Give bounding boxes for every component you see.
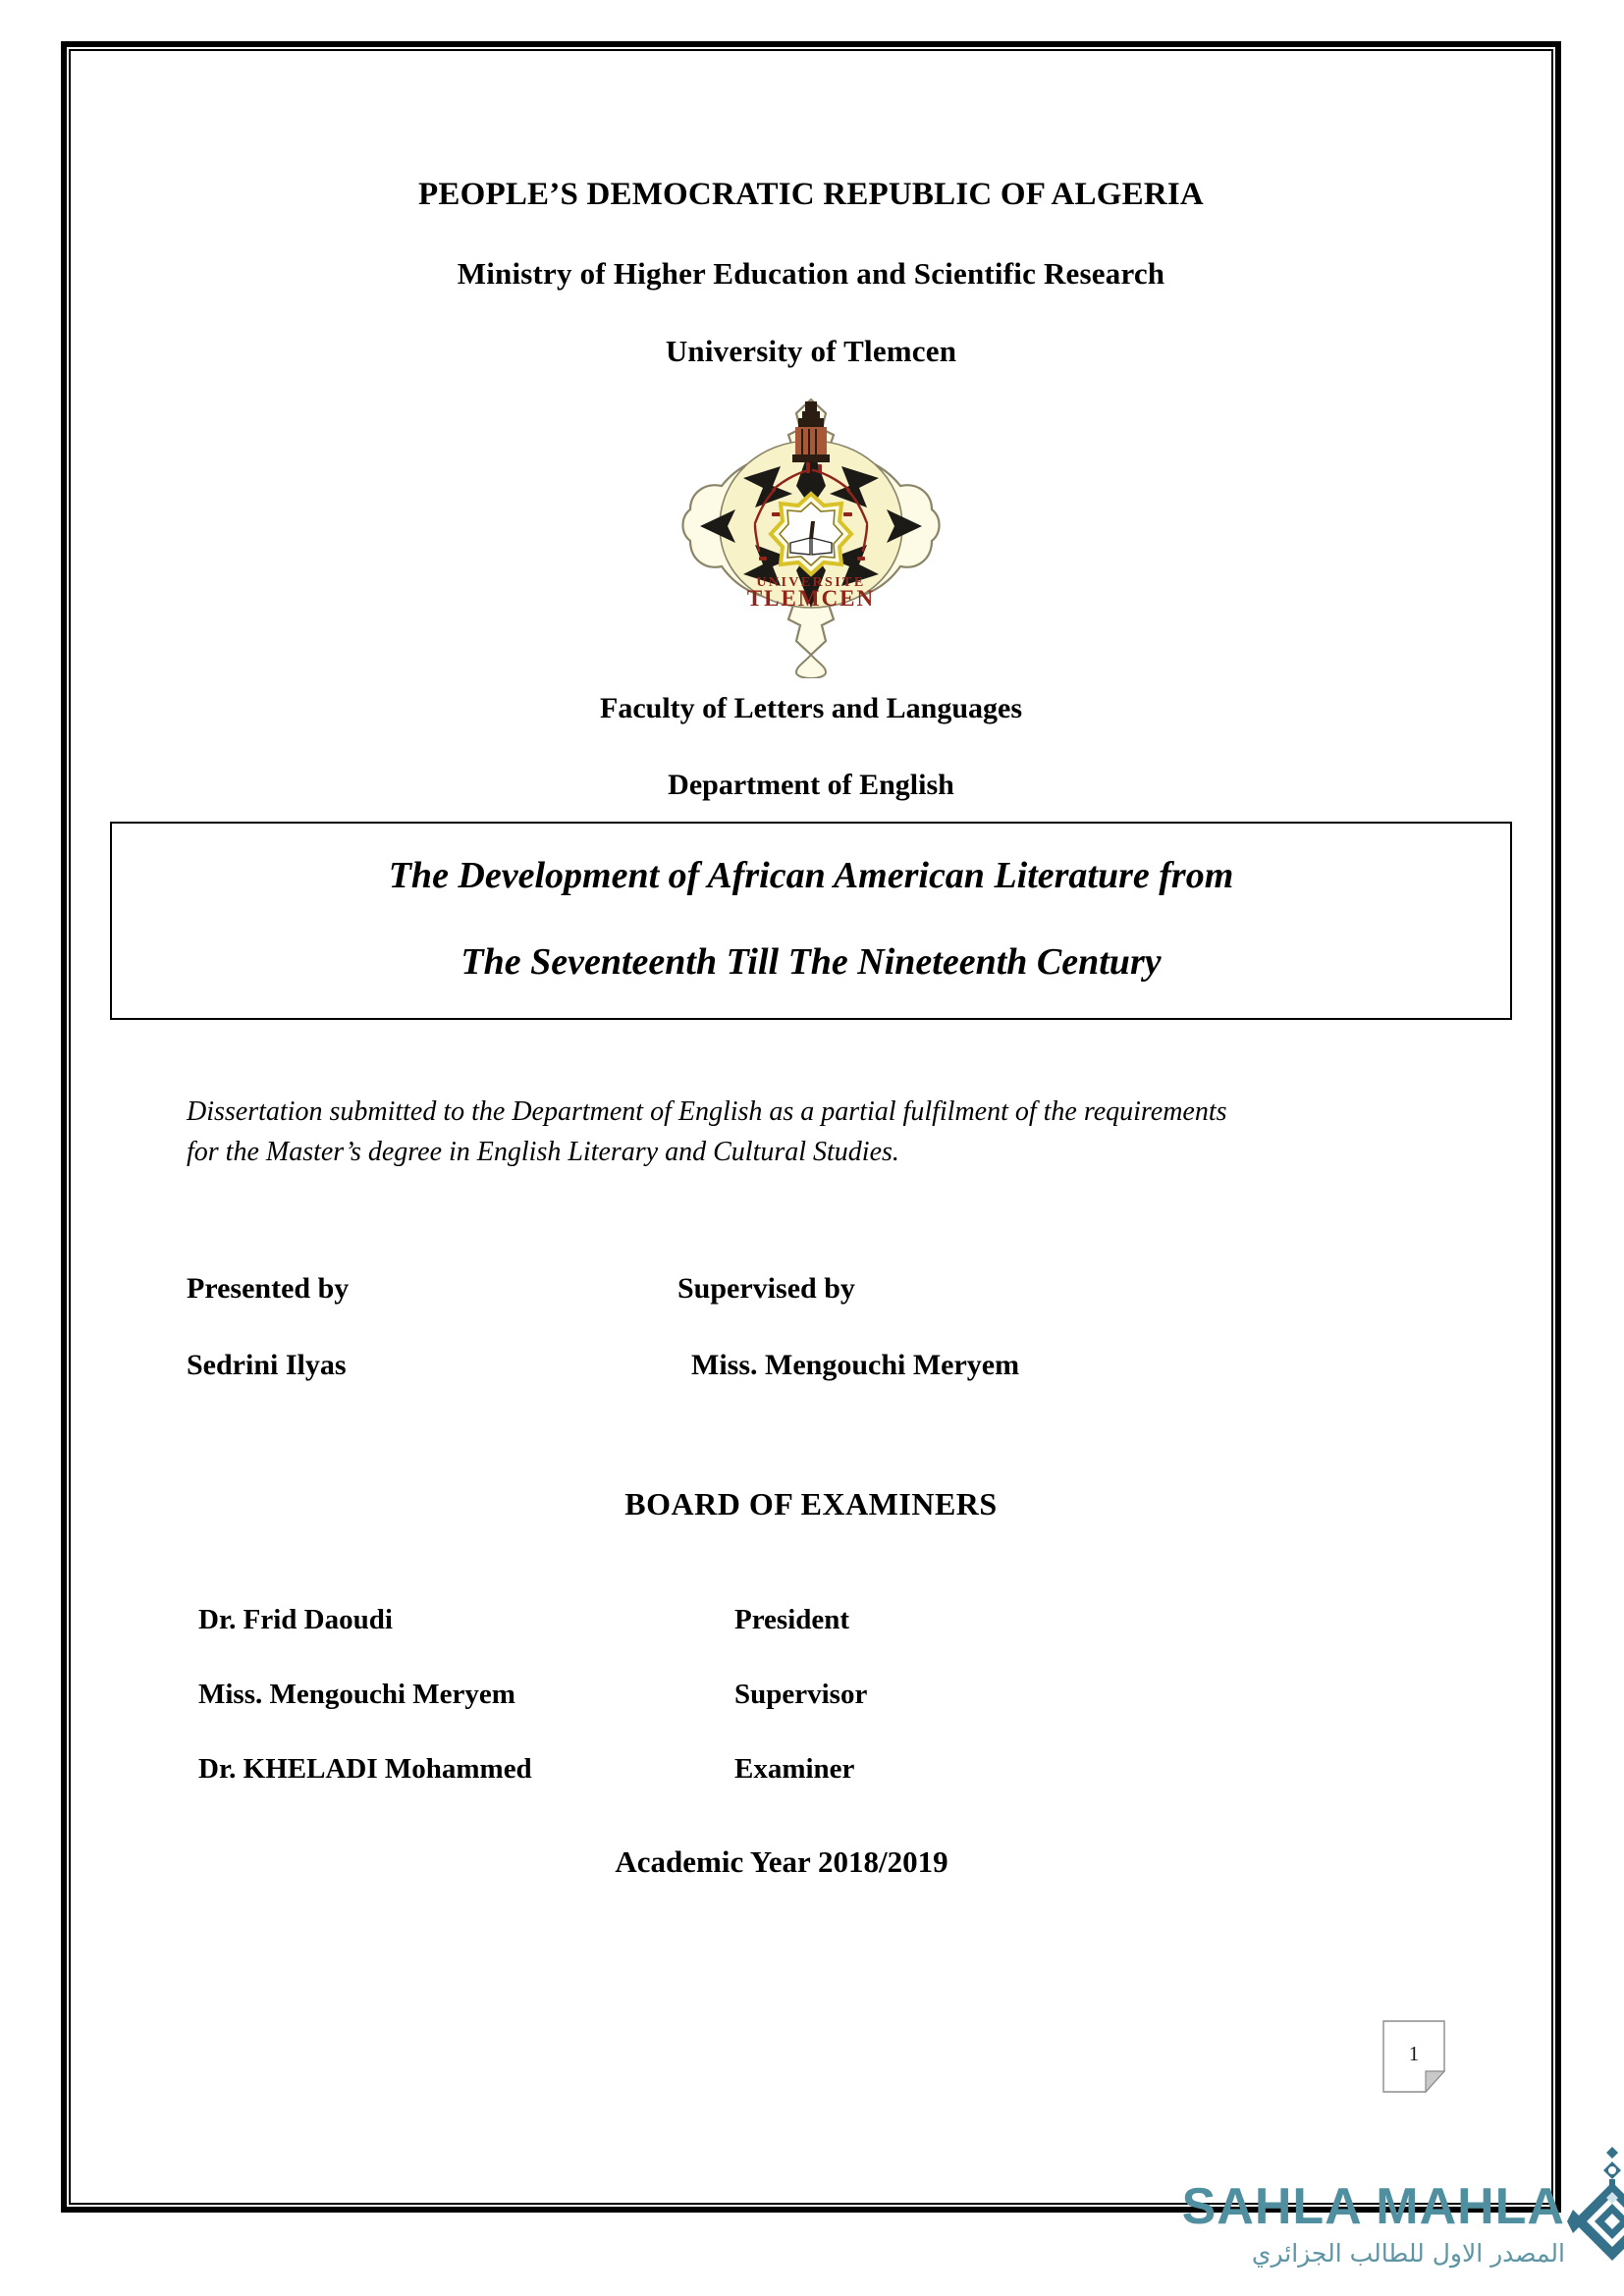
page-number-value: 1 <box>1408 2042 1420 2065</box>
board-member-role: President <box>734 1604 850 1636</box>
university-of-tlemcen-emblem-icon <box>678 384 944 678</box>
university-logo-container <box>71 384 1551 678</box>
country-title: PEOPLE’S DEMOCRATIC REPUBLIC OF ALGERIA <box>418 177 1204 212</box>
presented-by-label: Presented by <box>187 1272 350 1306</box>
board-of-examiners-heading: BOARD OF EXAMINERS <box>624 1486 998 1522</box>
board-member-row <box>198 1755 1512 1784</box>
board-member-row <box>198 1681 1512 1709</box>
university-title: University of Tlemcen <box>665 334 957 368</box>
supervisor-name: Miss. Mengouchi Meryem <box>691 1349 1020 1382</box>
logo-inscription-bottom: TLEMCEN <box>746 586 876 611</box>
board-of-examiners-list <box>71 1606 1551 1784</box>
watermark-brand-text: SAHLA MAHLA <box>1181 2177 1565 2235</box>
credits-block <box>71 1274 1551 1380</box>
credits-names-row <box>187 1351 1512 1380</box>
board-member-name: Dr. Frid Daoudi <box>198 1604 393 1636</box>
dissertation-title-box <box>110 822 1512 1020</box>
board-member-name: Miss. Mengouchi Meryem <box>198 1679 515 1711</box>
cover-page-content <box>71 51 1551 2203</box>
supervised-by-label: Supervised by <box>677 1272 855 1306</box>
berber-diamond-logo-icon <box>1567 2147 1624 2261</box>
submission-note: Dissertation submitted to the Department of English as a partial fulfilment of the requirements for the Master’s degree in English Literary and Cultural Studies. <box>187 1096 1227 1167</box>
logo-inscription-top: UNIVERSITE <box>756 575 866 590</box>
board-member-row <box>198 1606 1512 1634</box>
department-title: Department of English <box>668 769 954 801</box>
board-member-role: Examiner <box>734 1753 855 1786</box>
dissertation-title-line-2: The Seventeenth Till The Nineteenth Century <box>460 941 1162 983</box>
dissertation-title-line-1: The Development of African American Literature from <box>388 855 1234 896</box>
board-member-name: Dr. KHELADI Mohammed <box>198 1753 532 1786</box>
faculty-title: Faculty of Letters and Languages <box>600 692 1022 724</box>
faculty-department-block <box>71 694 1551 800</box>
author-name: Sedrini Ilyas <box>187 1349 347 1382</box>
watermark-arabic-text: المصدر الاول للطالب الجزائري <box>1251 2238 1565 2268</box>
academic-year-label: Academic Year 2018/2019 <box>615 1844 948 1880</box>
ministry-title: Ministry of Higher Education and Scientific Research <box>457 256 1165 291</box>
page-number-badge <box>1382 2020 1445 2093</box>
institution-header <box>71 51 1551 366</box>
board-member-role: Supervisor <box>734 1679 868 1711</box>
credits-labels-row <box>187 1274 1512 1304</box>
